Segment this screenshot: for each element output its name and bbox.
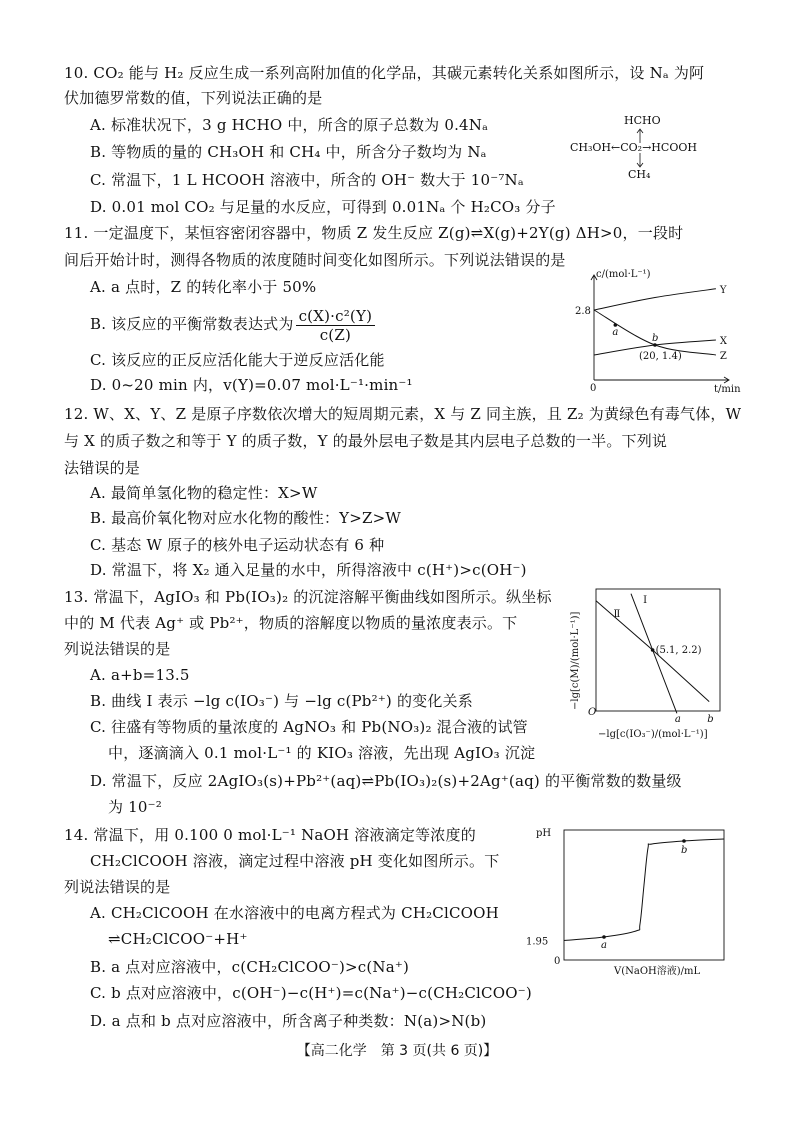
q14-stem-line1: 14. 常温下，用 0.100 0 mol·L⁻¹ NaOH 溶液滴定等浓度的 (64, 826, 476, 844)
curve-label-i: Ⅰ (643, 595, 648, 607)
q14-stem-line3: 列说法错误的是 (64, 878, 171, 896)
q12-stem-line2: 与 X 的质子数之和等于 Y 的质子数，Y 的最外层电子数是其内层电子总数的一半。下列说 (64, 432, 668, 450)
q13-option-d-line2: 为 10⁻² (108, 798, 162, 816)
intersection-annotation: (5.1, 2.2) (655, 645, 702, 656)
q10-stem-line1: 10. CO₂ 能与 H₂ 反应生成一系列高附加值的化学品，其碳元素转化关系如图所示，设 Nₐ 为阿 (64, 64, 705, 82)
q10-option-b: B. 等物质的量的 CH₃OH 和 CH₄ 中，所含分子数均为 Nₐ (90, 143, 487, 161)
curve-label-ii: Ⅱ (613, 609, 621, 621)
y-tick-label: 1.95 (526, 936, 549, 948)
q11-chart-svg (572, 268, 741, 398)
q12-option-d: D. 常温下，将 X₂ 通入足量的水中，所得溶液中 c(H⁺)>c(OH⁻) (90, 561, 527, 579)
q14-option-c: C. b 点对应溶液中，c(OH⁻)−c(H⁺)=c(Na⁺)−c(CH₂ClCOO⁻) (90, 984, 532, 1002)
q11-option-b (90, 304, 377, 344)
x-tick-label-a: a (674, 714, 681, 725)
series-label-x: X (719, 336, 728, 347)
q11-option-d: D. 0~20 min 内，v(Y)=0.07 mol·L⁻¹·min⁻¹ (90, 376, 413, 394)
intersection-point (651, 648, 655, 652)
q14-titration-chart (524, 822, 734, 982)
q12-stem-line1: 12. W、X、Y、Z 是原子序数依次增大的短周期元素，X 与 Z 同主族，且 Z₂ 为黄绿色有毒气体，W (64, 405, 742, 423)
q11-concentration-chart (572, 268, 741, 398)
y-axis-label: c/(mol·L⁻¹) (596, 269, 651, 280)
q11-option-c: C. 该反应的正反应活化能大于逆反应活化能 (90, 351, 385, 369)
q14-option-d: D. a 点和 b 点对应溶液中，所含离子种类数：N(a)>N(b) (90, 1012, 487, 1030)
plot-frame (564, 830, 724, 960)
q13-solubility-chart (566, 583, 730, 743)
x-tick-label-b: b (707, 714, 714, 725)
q13-stem-line1: 13. 常温下，AgIO₃ 和 Pb(IO₃)₂ 的沉淀溶解平衡曲线如图所示。纵坐标 (64, 588, 552, 606)
y-tick-label: 2.8 (575, 306, 591, 317)
q13-stem-line2: 中的 M 代表 Ag⁺ 或 Pb²⁺，物质的溶解度以物质的量浓度表示。下 (64, 614, 518, 632)
q12-option-b: B. 最高价氧化物对应水化物的酸性：Y>Z>W (90, 509, 402, 527)
point-label-a: a (601, 940, 607, 951)
scheme-ch4: CH₄ (628, 168, 651, 181)
series-line-y (594, 289, 716, 310)
scheme-hcho: HCHO (624, 114, 661, 127)
q13-option-c-line2: 中，逐滴滴入 0.1 mol·L⁻¹ 的 KIO₃ 溶液，先出现 AgIO₃ 沉淀 (108, 744, 536, 762)
x-axis-label: V(NaOH溶液)/mL (614, 966, 701, 977)
equilibrium-constant-fraction (296, 307, 376, 344)
point-label-a: a (612, 327, 619, 338)
fraction-numerator: c(X)·c²(Y) (296, 307, 376, 326)
q10-option-d: D. 0.01 mol CO₂ 与足量的水反应，可得到 0.01Nₐ 个 H₂CO₃ 分子 (90, 198, 556, 216)
point-label-b: b (681, 845, 688, 856)
q12-option-c: C. 基态 W 原子的核外电子运动状态有 6 种 (90, 536, 385, 554)
q14-option-a-line1: A. CH₂ClCOOH 在水溶液中的电离方程式为 CH₂ClCOOH (90, 904, 499, 922)
origin-label: 0 (554, 956, 561, 967)
point-b-annotation: (20, 1.4) (638, 351, 682, 362)
point-b (682, 839, 686, 843)
q13-chart-svg (566, 583, 730, 743)
q14-option-b: B. a 点对应溶液中，c(CH₂ClCOO⁻)>c(Na⁺) (90, 958, 410, 976)
page-footer: 【高二化学 第 3 页(共 6 页)】 (296, 1043, 498, 1059)
x-axis-label: t/min (714, 384, 741, 395)
x-axis-label: −lg[c(IO₃⁻)/(mol·L⁻¹)] (598, 729, 708, 740)
origin-label: O (588, 707, 597, 718)
y-axis-label: −lg[c(M)/(mol·L⁻¹)] (570, 611, 581, 710)
q11-stem-line2: 间后开始计时，测得各物质的浓度随时间变化如图所示。下列说法错误的是 (64, 251, 566, 269)
q14-chart-svg (524, 822, 734, 982)
series-label-y: Y (719, 284, 727, 296)
q12-option-a: A. 最简单氢化物的稳定性：X>W (90, 484, 318, 502)
q14-option-a-line2: ⇌CH₂ClCOO⁻+H⁺ (108, 930, 248, 948)
origin-label: 0 (590, 383, 597, 394)
q13-option-b: B. 曲线 Ⅰ 表示 −lg c(IO₃⁻) 与 −lg c(Pb²⁺) 的变化关系 (90, 692, 473, 710)
q10-stem-line2: 伏加德罗常数的值，下列说法正确的是 (64, 89, 323, 107)
q10-option-c: C. 常温下，1 L HCOOH 溶液中，所含的 OH⁻ 数大于 10⁻⁷Nₐ (90, 171, 524, 189)
q11-option-b-prefix: B. 该反应的平衡常数表达式为 (90, 315, 294, 333)
q10-conversion-scheme (562, 112, 722, 184)
fraction-denominator: c(Z) (319, 325, 352, 344)
series-label-z: Z (719, 351, 727, 362)
scheme-middle: CH₃OH←CO₂→HCOOH (570, 141, 697, 154)
q11-stem-line1: 11. 一定温度下，某恒容密闭容器中，物质 Z 发生反应 Z(g)⇌X(g)+2Y(g) ΔH>0，一段时 (64, 224, 684, 242)
titration-curve (564, 839, 724, 941)
q13-option-a: A. a+b=13.5 (90, 666, 190, 684)
q11-option-a: A. a 点时，Z 的转化率小于 50% (90, 278, 317, 296)
point-label-b: b (651, 333, 659, 344)
q10-option-a: A. 标准状况下，3 g HCHO 中，所含的原子总数为 0.4Nₐ (90, 116, 489, 134)
y-axis-label: pH (536, 828, 552, 839)
q14-stem-line2: CH₂ClCOOH 溶液，滴定过程中溶液 pH 变化如图所示。下 (90, 852, 500, 870)
q12-stem-line3: 法错误的是 (64, 459, 141, 477)
point-a (602, 935, 606, 939)
q13-option-c-line1: C. 往盛有等物质的量浓度的 AgNO₃ 和 Pb(NO₃)₂ 混合液的试管 (90, 718, 528, 736)
q13-option-d-line1: D. 常温下，反应 2AgIO₃(s)+Pb²⁺(aq)⇌Pb(IO₃)₂(s)+2Ag⁺(aq) 的平衡常数的数量级 (90, 772, 682, 790)
q13-stem-line3: 列说法错误的是 (64, 640, 171, 658)
